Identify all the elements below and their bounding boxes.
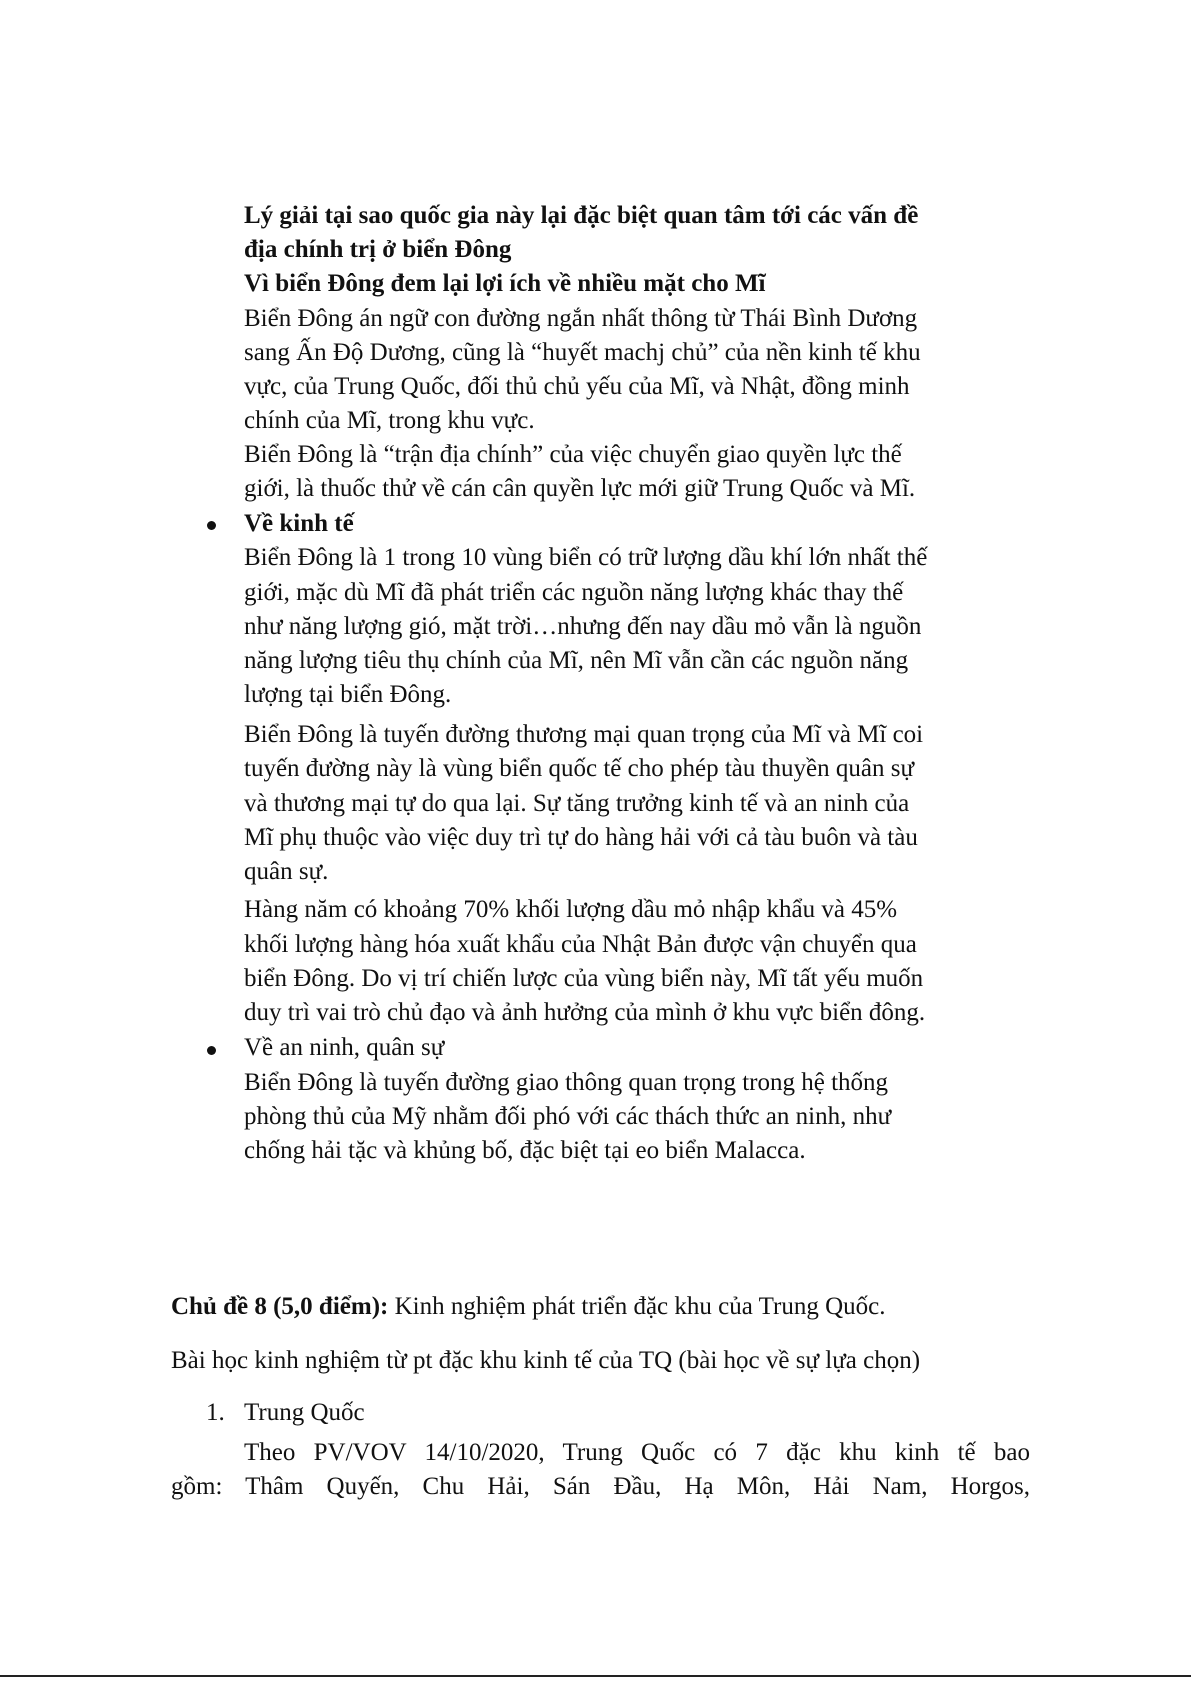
paragraph-line: lượng tại biển Đông. [244,681,452,708]
topic-8-title: Kinh nghiệm phát triển đặc khu của Trung Quốc. [388,1293,886,1320]
paragraph-line: Biển Đông là 1 trong 10 vùng biển có trữ lượng dầu khí lớn nhất thế [244,544,928,571]
paragraph-line: sang Ấn Độ Dương, cũng là “huyết machj chủ” của nền kinh tế khu [244,339,921,366]
bullet-dot [207,1046,216,1055]
bullet-title-security: Về an ninh, quân sự [244,1034,445,1061]
paragraph-line: tuyến đường này là vùng biển quốc tế cho phép tàu thuyền quân sự [244,755,915,782]
paragraph-line: quân sự. [244,858,329,885]
lesson-line: Bài học kinh nghiệm từ pt đặc khu kinh tế của TQ (bài học về sự lựa chọn) [171,1347,921,1374]
paragraph-line: Biển Đông án ngữ con đường ngắn nhất thông từ Thái Bình Dương [244,305,918,332]
paragraph-line: biển Đông. Do vị trí chiến lược của vùng biển này, Mĩ tất yếu muốn [244,965,924,992]
justified-paragraph-line: gồm: Thâm Quyến, Chu Hải, Sán Đầu, Hạ Môn, Hải Nam, Horgos, [171,1473,1030,1500]
list-number: 1. [206,1399,225,1426]
section-heading-line-1: Lý giải tại sao quốc gia này lại đặc biệt quan tâm tới các vấn đề [244,202,919,229]
page-bottom-rule [0,1675,1191,1677]
justified-paragraph-line: Theo PV/VOV 14/10/2020, Trung Quốc có 7 đặc khu kinh tế bao [244,1439,1030,1466]
paragraph-line: Biển Đông là tuyến đường giao thông quan trọng trong hệ thống [244,1069,889,1096]
paragraph-line: duy trì vai trò chủ đạo và ảnh hưởng của mình ở khu vực biển đông. [244,999,926,1026]
paragraph-line: như năng lượng gió, mặt trời…nhưng đến nay dầu mỏ vẫn là nguồn [244,613,922,640]
paragraph-line: Biển Đông là tuyến đường thương mại quan trọng của Mĩ và Mĩ coi [244,721,924,748]
paragraph-line: vực, của Trung Quốc, đối thủ chủ yếu của Mĩ, và Nhật, đồng minh [244,373,910,400]
section-subheading: Vì biển Đông đem lại lợi ích về nhiều mặt cho Mĩ [244,270,766,297]
paragraph-line: khối lượng hàng hóa xuất khẩu của Nhật Bản được vận chuyển qua [244,931,917,958]
paragraph-line: chính của Mĩ, trong khu vực. [244,407,535,434]
paragraph-line: chống hải tặc và khủng bố, đặc biệt tại eo biển Malacca. [244,1137,806,1164]
paragraph-line: giới, mặc dù Mĩ đã phát triển các nguồn năng lượng khác thay thế [244,579,904,606]
list-item-title: Trung Quốc [244,1399,365,1426]
paragraph-line: phòng thủ của Mỹ nhằm đối phó với các thách thức an ninh, như [244,1103,892,1130]
paragraph-line: giới, là thuốc thử về cán cân quyền lực mới giữ Trung Quốc và Mĩ. [244,475,916,502]
topic-8-label: Chủ đề 8 (5,0 điểm): [171,1293,389,1320]
paragraph-line: năng lượng tiêu thụ chính của Mĩ, nên Mĩ vẫn cần các nguồn năng [244,647,909,674]
paragraph-line: Biển Đông là “trận địa chính” của việc chuyển giao quyền lực thế [244,441,902,468]
paragraph-line: Mĩ phụ thuộc vào việc duy trì tự do hàng hải với cả tàu buôn và tàu [244,824,918,851]
section-heading-line-2: địa chính trị ở biển Đông [244,236,512,263]
bullet-title-economy: Về kinh tế [244,510,354,537]
bullet-dot [207,521,216,530]
paragraph-line: Hàng năm có khoảng 70% khối lượng dầu mỏ nhập khẩu và 45% [244,896,898,923]
paragraph-line: và thương mại tự do qua lại. Sự tăng trưởng kinh tế và an ninh của [244,790,910,817]
topic-8-heading [171,1290,886,1324]
